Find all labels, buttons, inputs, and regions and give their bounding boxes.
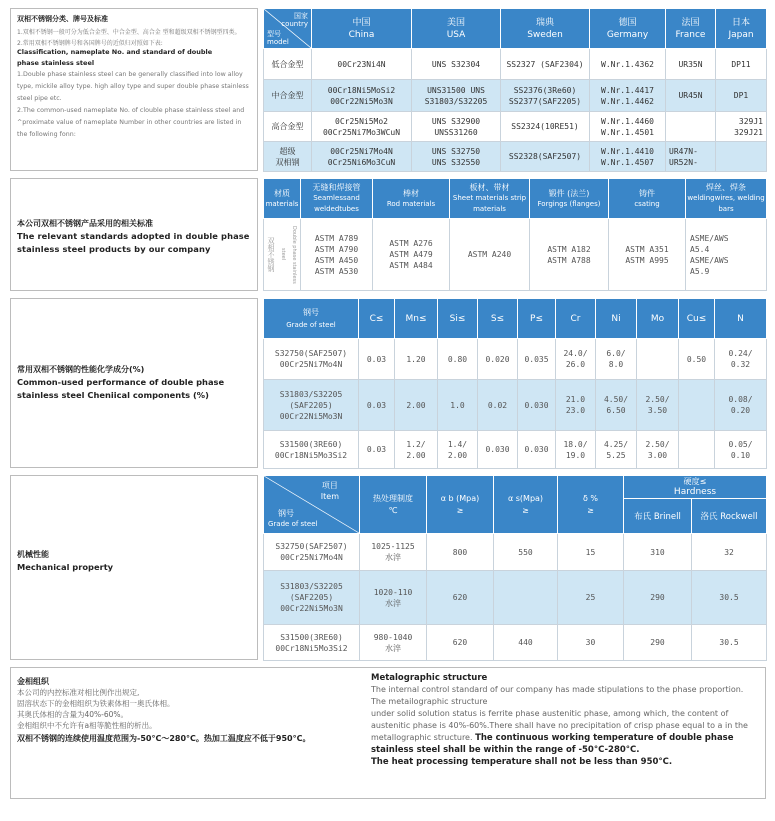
country-header-usa: 美国 USA — [412, 9, 501, 49]
country-header-sweden: 瑞典 Sweden — [501, 9, 590, 49]
table-row: S31500(3RE60) 00Cr18Ni5Mo3Si2 0.03 1.2/ 2.00 1.4/ 2.00 0.030 0.030 18.0/ 19.0 4.25/ 5.25 2.50/ 3.00 0.05/ 0.10 — [264, 431, 767, 469]
std-header-forgings: 锻件 (法兰) Forgings (flanges) — [530, 179, 609, 219]
table-row: 高合金型 0Cr25Ni5Mo2 00Cr25Ni7Mo3WCuN UNS S32900 UNSS31260 SS2324(10RE51) W.Nr.1.4460 W.Nr.1.4501 329J1 329J21 — [264, 112, 767, 142]
metallographic-bold-en-1: The continuous working temperature of double phase stainless steel shall be within the range of -50°C-280°C. — [371, 733, 734, 755]
classification-p2-cn: 2.常用双相不锈钢牌号和各国牌号的近似归对照如下表: — [17, 40, 163, 47]
chem-header-s: S≤ — [478, 299, 518, 339]
std-tubes: ASTM A789 ASTM A790 ASTM A450 ASTM A530 — [301, 219, 373, 291]
corner-model-cn: 型号 — [267, 30, 281, 38]
mech-header-brinell: 布氏 Brinell — [624, 499, 692, 534]
table-row: S31803/S32205 (SAF2205) 00Cr22Ni5Mo3N 0.03 2.00 1.0 0.02 0.030 21.0 23.0 4.50/ 6.50 2.50/ 3.50 0.08/ 0.20 — [264, 380, 767, 431]
chem-header-grade: 钢号 Grade of steel — [264, 299, 359, 339]
standards-title-en: The relevant standards adopted in double phase stainless steel products by our company — [17, 231, 250, 254]
std-header-sheets: 板材、带材 Sheet materials strip materials — [450, 179, 530, 219]
metallographic-box — [10, 667, 766, 799]
table-row: 中合金型 00Cr18Ni5MoSi2 00Cr22Ni5Mo3N UNS31500 UNS S31803/S32205 SS2376(3Re60) SS2377(SAF2205) W.Nr.1.4417 W.Nr.1.4462 UR45N DP1 — [264, 80, 767, 112]
mech-header-as: α s(Mpa) ≥ — [494, 476, 558, 534]
metallographic-line-cn-2: 固溶状态下的金相组织为铁素体相一奥氏体相。 — [17, 699, 175, 708]
country-model-corner — [264, 9, 312, 49]
metallographic-line-en-3: under solid solution status is ferrite phase austenitic phase, among which, the content of — [371, 709, 729, 718]
metallographic-bold-en-2: The heat processing temperature shall not be less than 950°C. — [371, 757, 673, 767]
mech-header-rockwell: 洛氏 Rockwell — [692, 499, 767, 534]
country-header-france: 法国 France — [666, 9, 716, 49]
std-header-casting: 铸件 csating — [609, 179, 686, 219]
country-header-japan: 日本 Japan — [716, 9, 767, 49]
standards-table — [263, 178, 767, 291]
mechanical-table — [263, 475, 767, 661]
chem-header-cr: Cr — [556, 299, 596, 339]
metallographic-line-cn-3: 其奥氏体相的含量为40%-60%。 — [17, 710, 129, 719]
chem-header-n: N — [715, 299, 767, 339]
grade-comparison-table — [263, 8, 767, 172]
chemical-title-en: Common-used performance of double phase stainless steel Cheniical components (%) — [17, 377, 225, 400]
metallographic-bold-cn: 双相不锈钢的连续使用温度范围为-50°C～280°C。热加工温度应不低于950°C。 — [17, 734, 311, 743]
standards-title-box — [10, 178, 258, 291]
mechanical-title-cn: 机械性能 — [17, 550, 49, 559]
chem-header-mn: Mn≤ — [395, 299, 438, 339]
chemical-title-box — [10, 298, 258, 468]
table-row: S32750(SAF2507) 00Cr25Ni7Mo4N 0.03 1.20 0.80 0.020 0.035 24.0/ 26.0 6.0/ 8.0 0.50 0.24/ 0.32 — [264, 339, 767, 380]
std-welding: ASME/AWS A5.4 ASME/AWS A5.9 — [686, 219, 767, 291]
classification-title-en-1: Classification, nameplate No. and standard of double — [17, 48, 213, 56]
corner-country-en: country — [281, 20, 308, 28]
table-row: 超级 双相钢 00Cr25Ni7Mo4N 0Cr25Ni6Mo3CuN UNS S32750 UNS S32550 SS2328(SAF2507) W.Nr.1.4410 W.Nr.1.4507 UR47N- UR52N- — [264, 142, 767, 172]
mechanical-title-en: Mechanical property — [17, 562, 114, 572]
metallographic-title-en: Metalographic structure — [371, 673, 488, 683]
metallographic-line-en-4: austenitic phase is 40%-60%.There shall have no precipitation of crisp phase equal to a in the metallographic structure. — [371, 721, 748, 742]
std-header-tubes: 无缝和焊接管 Seamlessand weldedtubes — [301, 179, 373, 219]
corner-model-en: model — [267, 38, 289, 46]
std-sheets: ASTM A240 — [450, 219, 530, 291]
mech-header-ab: α b (Mpa) ≥ — [427, 476, 494, 534]
std-material-vertical: 双相不锈钢 Double phase stainless steel — [264, 219, 301, 291]
classification-text-box — [10, 8, 258, 171]
chem-header-c: C≤ — [359, 299, 395, 339]
classification-p1-cn: 1.双相不锈钢一般可分为低合金型、中合金型、高合金 型和超级双相不锈钢型四类。 — [17, 29, 241, 36]
table-row: S31803/S32205 (SAF2205) 00Cr22Ni5Mo3N 1020-110 水淬 620 25 290 30.5 — [264, 571, 767, 625]
chem-header-p: P≤ — [518, 299, 556, 339]
country-header-china: 中国 China — [312, 9, 412, 49]
classification-title-en-2: phase stainless steel — [17, 59, 95, 67]
mechanical-title-box — [10, 475, 258, 660]
mech-header-hardness: 硬度≤ Hardness — [624, 476, 767, 499]
mech-header-heat: 热处理制度 ℃ — [360, 476, 427, 534]
metallographic-line-cn-1: 本公司的内控标准对相比例作出规定, — [17, 688, 140, 697]
corner-grade-en: Grade of steel — [268, 520, 318, 528]
metallographic-line-en-2: The metailographic structure — [371, 697, 488, 706]
std-forgings: ASTM A182 ASTM A788 — [530, 219, 609, 291]
chem-header-si: Si≤ — [438, 299, 478, 339]
item-grade-corner — [264, 476, 360, 534]
corner-grade-cn: 钢号 — [278, 509, 294, 518]
metallographic-line-cn-4: 金相组织中不允许有a相等脆性相的析出。 — [17, 721, 157, 730]
corner-country-cn: 国家 — [294, 12, 308, 20]
chem-header-mo: Mo — [637, 299, 679, 339]
table-row — [264, 219, 767, 291]
std-rods: ASTM A276 ASTM A479 ASTM A484 — [373, 219, 450, 291]
chem-header-ni: Ni — [596, 299, 637, 339]
std-header-rods: 棒材 Rod materials — [373, 179, 450, 219]
classification-p2-en: 2.The common-used nameplate No. of clouble phase stainless steel and ^proximate value of nameplate Number in other countries are listed in the following fonn: — [17, 107, 245, 138]
chemical-table — [263, 298, 767, 469]
table-row: 低合金型 00Cr23Ni4N UNS S32304 SS2327 (SAF2304) W.Nr.1.4362 UR35N DP11 — [264, 49, 767, 80]
metallographic-title-cn: 金相组织 — [17, 677, 49, 686]
country-header-germany: 德国 Germany — [590, 9, 666, 49]
corner-item-cn: 项目 — [321, 481, 338, 490]
table-row: S32750(SAF2507) 00Cr25Ni7Mo4N 1025-1125 水淬 800 550 15 310 32 — [264, 534, 767, 571]
std-header-material: 材质 materials — [264, 179, 301, 219]
classification-p1-en: 1.Double phase stainless steel can be generally classified into low alloy type, mickile alloy type. high alloy type and super double phase stainless steel pipe etc. — [17, 71, 249, 102]
table-row: S31500(3RE60) 00Cr18Ni5Mo3Si2 980-1040 水淬 620 440 30 290 30.5 — [264, 625, 767, 661]
classification-title-cn: 双相不锈钢分类、牌号及标准 — [17, 15, 108, 23]
chemical-title-cn: 常用双相不锈钢的性能化学成分(%) — [17, 365, 145, 374]
std-header-welding: 焊丝、焊条 weldingwires, welding bars — [686, 179, 767, 219]
std-casting: ASTM A351 ASTM A995 — [609, 219, 686, 291]
metallographic-line-en-1: The internal control standard of our company has made stipulations to the phase proportion. — [371, 685, 744, 694]
corner-item-en: Item — [320, 492, 339, 501]
mech-header-delta: δ % ≥ — [558, 476, 624, 534]
chem-header-cu: Cu≤ — [679, 299, 715, 339]
standards-title-cn: 本公司双相不锈钢产品采用的相关标准 — [17, 219, 153, 228]
